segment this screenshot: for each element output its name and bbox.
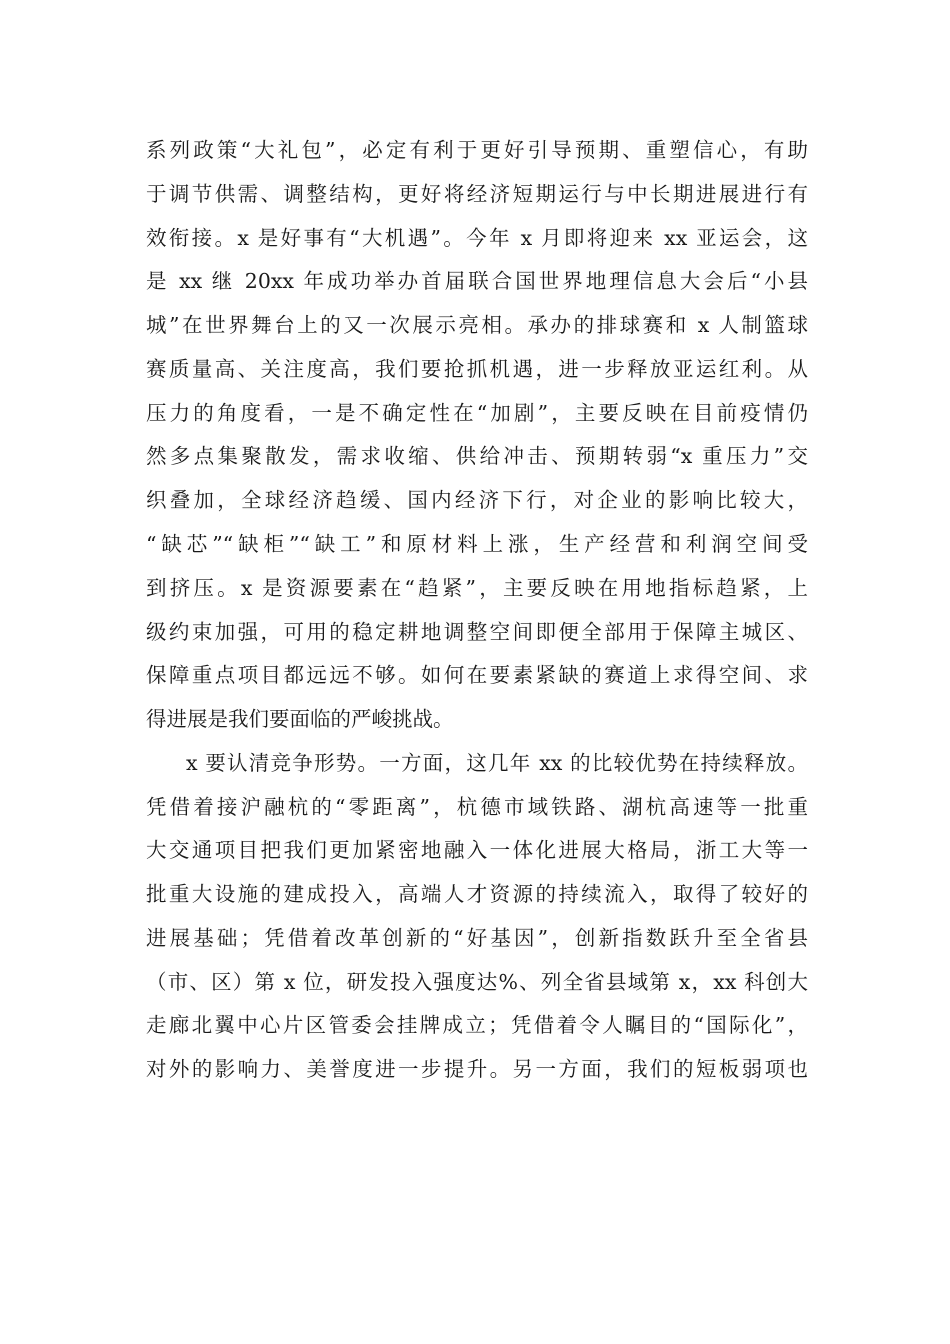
text-line: 得进展是我们要面临的严峻挑战。 (146, 707, 454, 731)
text-line: 到挤压。x 是资源要素在“趋紧”，主要反映在用地指标趋紧，上 (146, 576, 808, 600)
text-line: 走廊北翼中心片区管委会挂牌成立；凭借着令人瞩目的“国际化”， (146, 1013, 808, 1037)
text-line: “缺芯”“缺柜”“缺工”和原材料上涨，生产经营和利润空间受 (146, 532, 808, 556)
text-line: 城”在世界舞台上的又一次展示亮相。承办的排球赛和 x 人制篮球 (146, 313, 808, 337)
text-line: 进展基础；凭借着改革创新的“好基因”，创新指数跃升至全省县 (146, 926, 808, 950)
text-line: 系列政策“大礼包”，必定有利于更好引导预期、重塑信心，有助 (146, 138, 808, 162)
text-line: 压力的角度看，一是不确定性在“加剧”，主要反映在目前疫情仍 (146, 401, 808, 425)
text-line: x 要认清竞争形势。一方面，这几年 xx 的比较优势在持续释放。 (186, 751, 808, 775)
text-line: 大交通项目把我们更加紧密地融入一体化进展大格局，浙工大等一 (146, 838, 808, 862)
text-line: 是 xx 继 20xx 年成功举办首届联合国世界地理信息大会后“小县 (146, 269, 808, 293)
text-line: 然多点集聚散发，需求收缩、供给冲击、预期转弱“x 重压力”交 (146, 444, 808, 468)
text-line: 对外的影响力、美誉度进一步提升。另一方面，我们的短板弱项也 (146, 1057, 808, 1081)
text-line: 凭借着接沪融杭的“零距离”，杭德市域铁路、湖杭高速等一批重 (146, 795, 808, 819)
text-line: 赛质量高、关注度高，我们要抢抓机遇，进一步释放亚运红利。从 (146, 357, 808, 381)
text-line: 保障重点项目都远远不够。如何在要素紧缺的赛道上求得空间、求 (146, 663, 808, 687)
text-line: 级约束加强，可用的稳定耕地调整空间即便全部用于保障主城区、 (146, 620, 808, 644)
text-line: 织叠加，全球经济趋缓、国内经济下行，对企业的影响比较大， (146, 488, 808, 512)
text-line: （市、区）第 x 位，研发投入强度达%、列全省县域第 x，xx 科创大 (146, 970, 808, 994)
text-line: 效衔接。x 是好事有“大机遇”。今年 x 月即将迎来 xx 亚运会，这 (146, 226, 808, 250)
text-line: 于调节供需、调整结构，更好将经济短期运行与中长期进展进行有 (146, 182, 808, 206)
text-line: 批重大设施的建成投入，高端人才资源的持续流入，取得了较好的 (146, 882, 808, 906)
